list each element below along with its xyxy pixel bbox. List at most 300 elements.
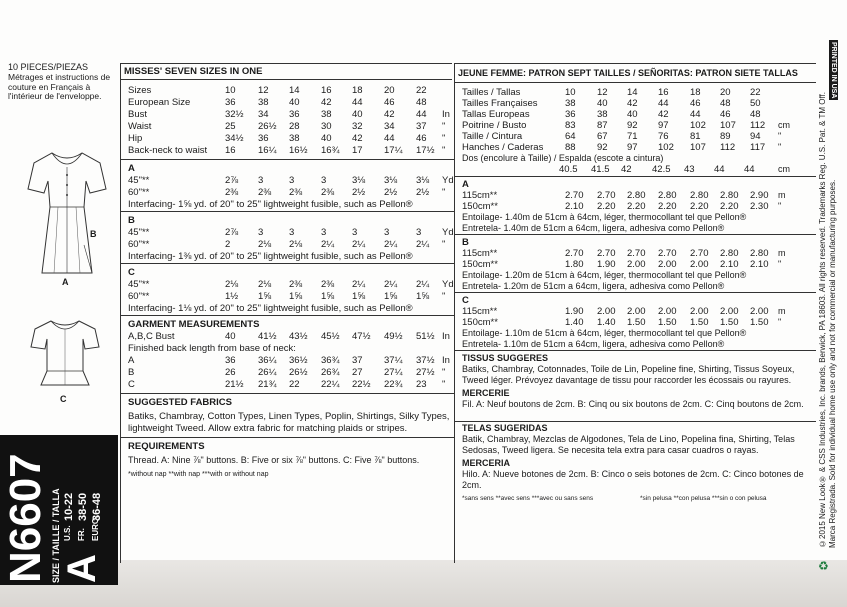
en-measure-row-value: 36 (258, 133, 269, 144)
fr-measure-row-value: 46 (690, 98, 701, 109)
en-measure-row-value: 16¼ (258, 145, 277, 156)
en-finished-row-value: 21¾ (258, 379, 277, 390)
en-finished-row-value: 26 (225, 367, 236, 378)
fr-yardage-row-value: 2.30 (750, 201, 769, 212)
en-garment-header: GARMENT MEASUREMENTS (128, 319, 260, 330)
fr-yardage-row-value: 2.80 (627, 190, 646, 201)
en-interfacing-text: Interfacing- 1⅜ yd. of 20" to 25" lightweight fusible, such as Pellon® (128, 251, 413, 262)
fr-sizes: 38-50 (77, 492, 89, 521)
en-measure-row-value: 42 (352, 133, 363, 144)
fr-yardage-row-value: 1.50 (627, 317, 646, 328)
fr-measure-row-value: 40 (627, 109, 638, 120)
fr-yardage-row-unit: " (778, 317, 782, 327)
en-yardage-row-unit: Yd (442, 175, 454, 186)
en-yardage-row-value: 1½ (225, 291, 239, 302)
fr-yardage-row-value: 2.10 (720, 259, 739, 270)
en-finished-row-value: 26½ (289, 367, 308, 378)
fr-yardage-row-value: 2.10 (750, 259, 769, 270)
en-measure-row-value: 46 (416, 133, 427, 144)
fr-view-letter: B (462, 237, 469, 248)
fr-yardage-row-value: 1.90 (565, 306, 584, 317)
en-finished-row-value: 36½ (289, 355, 308, 366)
en-measure-row-value: 44 (384, 133, 395, 144)
en-yardage-row-value: 2⅜ (289, 187, 303, 198)
en-garment-bust-row-value: 40 (225, 331, 236, 342)
fr-yardage-row-value: 2.80 (720, 248, 739, 259)
en-measure-row-value: 37 (416, 121, 427, 132)
en-measure-row-value: 34½ (225, 133, 244, 144)
en-sizes-row-value: 20 (384, 85, 395, 96)
fr-measure-row-value: 20 (720, 87, 731, 98)
en-measure-row-unit: In (442, 109, 450, 120)
en-finished-row-value: 26¾ (321, 367, 340, 378)
fr-view-letter: C (462, 295, 469, 306)
fr-yardage-row-value: 2.00 (627, 259, 646, 270)
en-yardage-row-label: 45"** (128, 279, 150, 290)
fr-measure-row-label: Taille / Cintura (462, 131, 523, 142)
en-measure-row-label: Hip (128, 133, 143, 144)
en-garment-bust-row-value: 43½ (289, 331, 308, 342)
fr-measure-row-label: Poitrine / Busto (462, 120, 527, 131)
sketch-label-b: B (90, 229, 97, 239)
fr-footnote: *sans sens **avec sens ***avec ou sans sens (462, 495, 594, 502)
fr-dos-unit: cm (778, 164, 790, 174)
en-finished-row-value: 36¼ (258, 355, 277, 366)
fr-yardage-row-value: 2.80 (658, 190, 677, 201)
fr-measure-row-value: 38 (565, 98, 576, 109)
fr-entoilage-text: Entoilage- 1.40m de 51cm à 64cm, léger, thermocollant tel que Pellon® (462, 212, 747, 222)
en-measure-row-unit: " (442, 133, 446, 144)
fr-measure-row-value: 94 (750, 131, 761, 142)
en-garment-bust-row-label: A,B,C Bust (128, 331, 175, 342)
en-measure-row-value: 36 (225, 97, 236, 108)
dress-sketch-a-b (22, 145, 112, 285)
fr-tissus-header: TISSUS SUGGERES (462, 353, 549, 363)
en-finished-row-label: B (128, 367, 135, 378)
fr-yardage-row-value: 2.70 (565, 248, 584, 259)
en-finished-row-value: 26¼ (258, 367, 277, 378)
fr-yardage-row-value: 2.80 (720, 190, 739, 201)
column-divider (454, 63, 455, 563)
en-finished-row-value: 22¼ (321, 379, 340, 390)
en-measure-row-label: Back-neck to waist (128, 145, 208, 156)
en-header: MISSES' SEVEN SIZES IN ONE (124, 66, 263, 77)
fr-yardage-row-value: 2.70 (690, 248, 709, 259)
en-garment-bust-row-value: 45½ (321, 331, 340, 342)
fr-measure-row-value: 92 (627, 120, 638, 131)
en-yardage-row-unit: " (442, 187, 446, 198)
en-yardage-row-value: 3 (384, 227, 390, 238)
fr-measure-row-value: 64 (565, 131, 576, 142)
table-rule (120, 263, 454, 264)
en-garment-bust-row-value: 41½ (258, 331, 277, 342)
fr-view-letter: A (462, 179, 469, 190)
en-measure-row-value: 30 (321, 121, 332, 132)
fr-measure-row-value: 71 (627, 131, 638, 142)
en-fabrics-header: SUGGESTED FABRICS (128, 397, 232, 408)
fr-dos-value: 43 (684, 164, 695, 175)
sketch-label-c: C (60, 394, 67, 404)
en-view-letter: C (128, 267, 135, 278)
en-yardage-row-value: 3 (321, 227, 327, 238)
en-yardage-row-label: 60"** (128, 291, 150, 302)
fr-yardage-row-value: 1.40 (565, 317, 584, 328)
fr-measure-row-value: 46 (720, 109, 731, 120)
en-left-border (120, 63, 121, 563)
fr-measure-row-value: 48 (720, 98, 731, 109)
fr-yardage-row-value: 2.80 (690, 190, 709, 201)
en-yardage-row-value: 2¼ (416, 279, 430, 290)
fr-measure-row-value: 36 (565, 109, 576, 120)
fr-measure-row-label: Hanches / Caderas (462, 142, 544, 153)
fr-yardage-row-value: 2.70 (627, 248, 646, 259)
en-yardage-row-value: 3 (352, 227, 358, 238)
en-measure-row-value: 17 (352, 145, 363, 156)
en-finished-row-value: 37 (352, 355, 363, 366)
en-yardage-row-value: 2⅜ (225, 187, 239, 198)
en-requirements-text: Thread. A: Nine ⅞" buttons. B: Five or six ⅞" buttons. C: Five ⅞" buttons. (128, 455, 420, 465)
fr-measure-row-value: 107 (720, 120, 736, 131)
fr-entretela-text: Entretela- 1.40m de 51cm a 64cm, ligera, adhesiva como Pellon® (462, 223, 725, 233)
en-finished-row-value: 36 (225, 355, 236, 366)
en-garment-bust-row-value: 49½ (384, 331, 403, 342)
table-rule (454, 421, 816, 422)
en-sizes-row-value: 16 (321, 85, 332, 96)
fr-measure-row-value: 87 (597, 120, 608, 131)
pattern-number: N6607 (1, 453, 50, 583)
fr-measure-row-value: 112 (720, 142, 736, 153)
fr-label: FR. (77, 528, 86, 541)
en-finished-row-value: 21½ (225, 379, 244, 390)
en-finished-row-value: 22½ (352, 379, 371, 390)
fr-entretela-text: Entretela- 1.20m de 51cm a 64cm, ligera, adhesiva como Pellon® (462, 281, 725, 291)
en-sizes-row-value: 10 (225, 85, 236, 96)
fr-measure-row-value: 18 (690, 87, 701, 98)
fr-measure-row-value: 10 (565, 87, 576, 98)
fr-measure-row-value: 102 (658, 142, 674, 153)
size-label: SIZE / TAILLE / TALLA (51, 488, 61, 583)
en-yardage-row-value: 2 (225, 239, 231, 250)
fr-yardage-row-value: 2.70 (597, 190, 616, 201)
en-measure-row-value: 16 (225, 145, 236, 156)
fr-measure-row-value: 81 (690, 131, 701, 142)
en-yardage-row-unit: " (442, 291, 446, 302)
fr-yardage-row-value: 2.00 (690, 306, 709, 317)
recycle-icon: ♻ (818, 559, 829, 573)
fr-measure-row-value: 76 (658, 131, 669, 142)
fr-top-rule (454, 63, 816, 64)
es-footnote: *sin pelusa **con pelusa ***sin o con pelusa (640, 495, 767, 502)
en-sizes-row-value: 22 (416, 85, 427, 96)
size-code: A (60, 554, 104, 583)
en-yardage-row-value: 3 (321, 175, 327, 186)
fr-telas-header: TELAS SUGERIDAS (462, 423, 548, 433)
fr-measure-row-value: 83 (565, 120, 576, 131)
en-garment-bust-row-unit: In (442, 331, 450, 342)
fr-measure-row-value: 38 (597, 109, 608, 120)
table-rule (120, 437, 454, 438)
en-sizes-row-value: 14 (289, 85, 300, 96)
en-yardage-row-value: 1⅝ (289, 291, 303, 302)
en-yardage-row-value: 2⅞ (225, 227, 239, 238)
fr-measure-row-label: Tailles / Tallas (462, 87, 521, 98)
en-top-rule (120, 63, 452, 64)
en-measure-row-value: 16½ (289, 145, 308, 156)
fr-merceria-text: Hilo. A: Nueve botones de 2cm. B: Cinco o seis botones de 2cm. C: Cinco botones de 2cm. (462, 469, 804, 490)
fr-dos-value: 44 (714, 164, 725, 175)
fr-yardage-row-value: 2.70 (658, 248, 677, 259)
fr-yardage-row-value: 2.00 (658, 306, 677, 317)
fr-merceria-header: MERCERIA (462, 458, 511, 468)
en-yardage-row-unit: Yd (442, 279, 454, 290)
en-measure-row-label: Waist (128, 121, 152, 132)
en-finished-row-value: 22 (289, 379, 300, 390)
en-yardage-row-value: 2⅛ (289, 239, 303, 250)
en-measure-row-value: 42 (321, 97, 332, 108)
en-yardage-row-label: 45"** (128, 175, 150, 186)
us-label: U.S. (63, 525, 72, 541)
fr-measure-row-unit: " (778, 131, 782, 141)
en-measure-row-value: 44 (352, 97, 363, 108)
en-yardage-row-value: 2½ (416, 187, 430, 198)
en-interfacing-text: Interfacing- 1⅝ yd. of 20" to 25" lightweight fusible, such as Pellon® (128, 199, 413, 210)
fr-yardage-row-unit: " (778, 201, 782, 211)
top-sketch-c (25, 315, 105, 395)
en-yardage-row-value: 1⅝ (352, 291, 366, 302)
fr-yardage-row-value: 1.50 (750, 317, 769, 328)
en-header-rule (120, 79, 452, 80)
fr-yardage-row-value: 1.50 (658, 317, 677, 328)
en-yardage-row-value: 2⅜ (258, 187, 272, 198)
en-yardage-row-value: 3 (258, 227, 264, 238)
en-finished-row-unit: In (442, 355, 450, 366)
en-yardage-row-value: 3⅛ (352, 175, 366, 186)
en-measure-row-value: 38 (258, 97, 269, 108)
en-finished-row-value: 37¼ (384, 355, 403, 366)
en-view-letter: B (128, 215, 135, 226)
fr-measure-row-value: 44 (658, 98, 669, 109)
en-measure-row-value: 34 (258, 109, 269, 120)
en-finished-row-value: 37½ (416, 355, 435, 366)
fr-yardage-row-label: 115cm** (462, 306, 498, 317)
en-measure-row-label: European Size (128, 97, 191, 108)
french-instructions-note: Métrages et instructions de couture en Français à l'intérieur de l'enveloppe. (8, 72, 111, 101)
en-interfacing-text: Interfacing- 1⅛ yd. of 20" to 25" lightweight fusible, such as Pellon® (128, 303, 413, 314)
fr-entretela-text: Entretela- 1.10m de 51cm a 64cm, ligera, adhesiva como Pellon® (462, 339, 725, 349)
en-garment-bust-row-value: 47½ (352, 331, 371, 342)
en-yardage-row-value: 2⅜ (321, 279, 335, 290)
fr-yardage-row-value: 2.00 (597, 306, 616, 317)
fr-measure-row-label: Tailles Françaises (462, 98, 538, 109)
fr-entoilage-text: Entoilage- 1.10m de 51cm à 64cm, léger, thermocollant tel que Pellon® (462, 328, 747, 338)
table-rule (120, 211, 454, 212)
fr-measure-row-value: 92 (597, 142, 608, 153)
table-rule (120, 393, 454, 394)
en-yardage-row-label: 60"** (128, 187, 150, 198)
fr-measure-row-value: 112 (750, 120, 766, 131)
en-yardage-row-unit: Yd (442, 227, 454, 238)
en-measure-row-value: 42 (384, 109, 395, 120)
en-yardage-row-value: 2¼ (384, 239, 398, 250)
en-measure-row-value: 44 (416, 109, 427, 120)
en-yardage-row-value: 3⅛ (416, 175, 430, 186)
fr-measure-row-value: 117 (750, 142, 766, 153)
fr-yardage-row-value: 1.50 (720, 317, 739, 328)
fr-measure-row-value: 107 (690, 142, 706, 153)
en-yardage-row-value: 3 (258, 175, 264, 186)
en-requirements-header: REQUIREMENTS (128, 441, 205, 452)
en-yardage-row-value: 2⅜ (289, 279, 303, 290)
fr-measure-row-value: 97 (627, 142, 638, 153)
en-finished-row-value: 27 (352, 367, 363, 378)
fr-measure-row-unit: cm (778, 120, 790, 130)
en-yardage-row-value: 2⅜ (321, 187, 335, 198)
en-measure-row-value: 46 (384, 97, 395, 108)
fr-dos-value: 42.5 (652, 164, 671, 175)
fr-measure-row-value: 22 (750, 87, 761, 98)
table-rule (454, 350, 816, 351)
en-finished-row-value: 27½ (416, 367, 435, 378)
fr-mercerie-text: Fil. A: Neuf boutons de 2cm. B: Cinq ou six boutons de 2cm. C: Cinq boutons de 2cm. (462, 399, 804, 409)
en-yardage-row-value: 1⅝ (258, 291, 272, 302)
fr-yardage-row-unit: m (778, 306, 786, 316)
fr-measure-row-value: 16 (658, 87, 669, 98)
en-measure-row-value: 40 (321, 133, 332, 144)
fr-measure-row-value: 42 (627, 98, 638, 109)
en-measure-row-value: 28 (289, 121, 300, 132)
en-measure-row-value: 32 (352, 121, 363, 132)
us-sizes: 10-22 (63, 492, 75, 521)
en-yardage-row-value: 2½ (352, 187, 366, 198)
fr-yardage-row-value: 2.20 (658, 201, 677, 212)
fr-measure-row-label: Tallas Europeas (462, 109, 530, 120)
en-measure-row-label: Bust (128, 109, 148, 120)
euro-sizes: 36-48 (91, 492, 103, 521)
en-measure-row-unit: " (442, 121, 446, 132)
en-finished-row-unit: " (442, 379, 446, 390)
en-finished-label: Finished back length from base of neck: (128, 343, 296, 354)
table-rule (120, 315, 454, 316)
fr-tissus-text: Batiks, Chambray, Cotonnades, Toile de Lin, Popeline fine, Shirting, Tissus Soyeux, Tweed léger. Prévoyez davantage de tissu pour raccorder les écossais ou rayures. (462, 364, 795, 385)
fr-mercerie-header: MERCERIE (462, 388, 510, 398)
table-rule (454, 234, 816, 235)
en-yardage-row-value: 2¼ (416, 239, 430, 250)
fr-yardage-row-value: 2.00 (720, 306, 739, 317)
en-measure-row-value: 17¼ (384, 145, 403, 156)
fr-yardage-row-value: 2.90 (750, 190, 769, 201)
en-yardage-row-value: 2¼ (352, 279, 366, 290)
fr-yardage-row-value: 2.70 (565, 190, 584, 201)
fr-yardage-row-value: 2.20 (597, 201, 616, 212)
en-yardage-row-value: 2⅛ (225, 279, 239, 290)
fr-telas-text: Batik, Chambray, Mezclas de Algodones, Tela de Lino, Popelina fina, Shirting, Telas Sedosas, Tweed ligera. Se necesita tela extra para casar cuadros o rayas. (462, 434, 795, 455)
en-yardage-row-value: 3 (289, 227, 295, 238)
table-rule (454, 176, 816, 177)
fr-yardage-row-value: 1.80 (565, 259, 584, 270)
euro-label: EURO. (91, 515, 100, 541)
en-sizes-row-value: 12 (258, 85, 269, 96)
fr-yardage-row-value: 1.90 (597, 259, 616, 270)
en-measure-row-value: 17½ (416, 145, 435, 156)
scan-shadow (0, 560, 847, 607)
sketch-label-a: A (62, 277, 69, 287)
fr-measure-row-value: 97 (658, 120, 669, 131)
fr-measure-row-value: 48 (750, 109, 761, 120)
fr-yardage-row-value: 1.50 (690, 317, 709, 328)
fr-entoilage-text: Entoilage- 1.20m de 51cm à 64cm, léger, thermocollant tel que Pellon® (462, 270, 747, 280)
en-measure-row-value: 25 (225, 121, 236, 132)
fr-yardage-row-value: 2.20 (720, 201, 739, 212)
fr-measure-row-value: 12 (597, 87, 608, 98)
en-finished-row-label: C (128, 379, 135, 390)
en-yardage-row-unit: " (442, 239, 446, 250)
fr-yardage-row-unit: m (778, 248, 786, 258)
fr-dos-value: 42 (621, 164, 632, 175)
en-yardage-row-value: 2¼ (384, 279, 398, 290)
en-yardage-row-label: 45"** (128, 227, 150, 238)
en-yardage-row-value: 1⅝ (384, 291, 398, 302)
en-finished-row-value: 22¾ (384, 379, 403, 390)
fr-measure-row-value: 102 (690, 120, 706, 131)
en-measure-row-value: 16¾ (321, 145, 340, 156)
fr-yardage-row-label: 150cm** (462, 201, 498, 212)
fr-dos-value: 40.5 (559, 164, 578, 175)
en-yardage-row-value: 2¼ (352, 239, 366, 250)
en-finished-row-value: 23 (416, 379, 427, 390)
table-rule (120, 159, 454, 160)
en-finished-row-label: A (128, 355, 135, 366)
en-yardage-row-value: 3 (416, 227, 422, 238)
fr-yardage-row-value: 2.70 (597, 248, 616, 259)
en-yardage-row-value: 2⅞ (225, 175, 239, 186)
en-sizes-row-value: 18 (352, 85, 363, 96)
fr-yardage-row-value: 2.00 (627, 306, 646, 317)
en-yardage-row-value: 1⅝ (321, 291, 335, 302)
fr-measure-row-value: 14 (627, 87, 638, 98)
en-yardage-row-value: 2⅛ (258, 279, 272, 290)
en-measure-row-value: 36 (289, 109, 300, 120)
en-garment-bust-row-value: 51½ (416, 331, 435, 342)
en-measure-row-value: 40 (352, 109, 363, 120)
en-measure-row-unit: " (442, 145, 446, 156)
fr-header-rule (454, 82, 816, 83)
en-finished-row-unit: " (442, 367, 446, 378)
en-footnote: *without nap **with nap ***with or without nap (128, 471, 269, 478)
copyright-side-text: ©2015 New Look® & CSS Industries, Inc. brands, Berwick, PA 18603. All rights reserved. Trademarks Reg. U.S. Pat. & TM Off. Marca Registrada. Sold for individual home use only and not for commercial or manufacturing purposes. (818, 92, 837, 548)
fr-measure-row-value: 50 (750, 98, 761, 109)
fr-measure-row-value: 67 (597, 131, 608, 142)
fr-yardage-row-label: 150cm** (462, 259, 498, 270)
fr-measure-row-unit: " (778, 142, 782, 152)
en-fabrics-text: Batiks, Chambray, Cotton Types, Linen Types, Poplin, Shirtings, Silky Types, lightweight Tweed. Allow extra fabric for matching plaids or stripes. (128, 411, 450, 434)
fr-measure-row-value: 40 (597, 98, 608, 109)
fr-yardage-row-value: 1.40 (597, 317, 616, 328)
en-measure-row-value: 40 (289, 97, 300, 108)
en-sizes-row-label: Sizes (128, 85, 152, 96)
fr-dos-label: Dos (encolure à Taille) / Espalda (escote a cintura) (462, 153, 664, 163)
fr-header: JEUNE FEMME: PATRON SEPT TAILLES / SEÑORITAS: PATRON SIETE TALLAS (458, 68, 798, 78)
fr-yardage-row-value: 2.20 (690, 201, 709, 212)
en-yardage-row-value: 2⅛ (258, 239, 272, 250)
en-measure-row-value: 38 (289, 133, 300, 144)
en-measure-row-value: 32½ (225, 109, 244, 120)
en-yardage-row-value: 2¼ (321, 239, 335, 250)
en-view-letter: A (128, 163, 135, 174)
en-yardage-row-label: 60"** (128, 239, 150, 250)
en-measure-row-value: 38 (321, 109, 332, 120)
en-measure-row-value: 48 (416, 97, 427, 108)
fr-yardage-row-unit: m (778, 190, 786, 200)
